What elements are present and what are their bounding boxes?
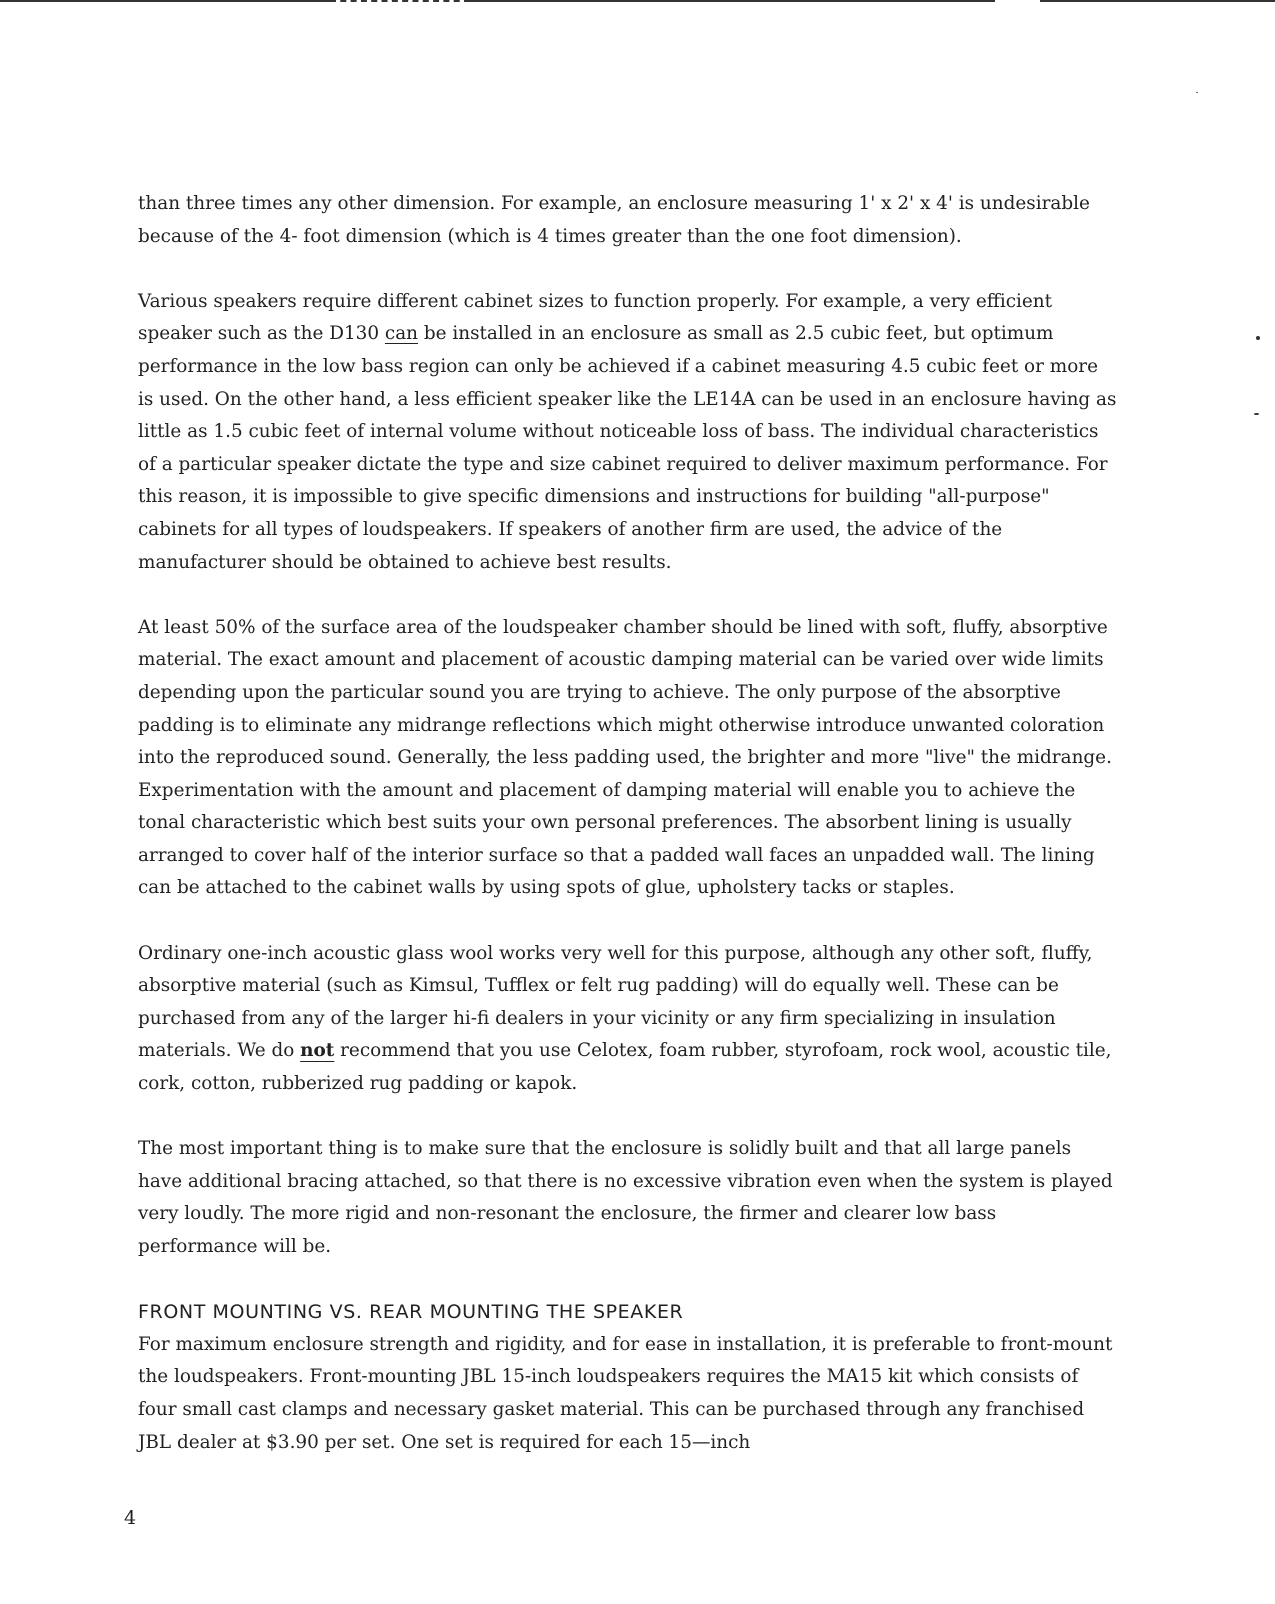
paragraph-text: be installed in an enclosure as small as 2.5 cubic feet, but optimum performance in the low bass region can only be achieved if a cabinet measuring 4.5 cubic feet or more is used. On the other hand, a less efficient speaker like the LE14A can be used in an enclosure having as little as 1.5 cubic feet of internal volume without noticeable loss of bass. The individual characteristics of a particular speaker dictate the type and size cabinet required to deliver maximum performance. For this reason, it is impossible to give specific dimensions and instructions for building "all-purpose" cabinets for all types of loudspeakers. If speakers of another firm are used, the advice of the manufacturer should be obtained to achieve best results. xyxy=(138,323,1117,573)
paragraph-front-mounting: For maximum enclosure strength and rigidity, and for ease in installation, it is preferable to front-mount the loudspeakers. Front-mounting JBL 15-inch loudspeakers requires the MA15 kit which consists of four small cast clamps and necessary gasket material. This can be purchased through any franchised JBL dealer at $3.90 per set. One set is required for each 15—inch xyxy=(138,1333,1113,1453)
paragraph-gap xyxy=(138,1101,1118,1134)
scan-speck xyxy=(1196,92,1198,93)
paragraph-gap xyxy=(138,579,1118,612)
scan-speck xyxy=(1256,336,1260,340)
paragraph-cabinet-sizes xyxy=(138,286,1118,579)
emphasis-bold-not: not xyxy=(300,1040,335,1062)
paragraph-gap xyxy=(138,253,1118,286)
paragraph-absorptive-lining xyxy=(138,612,1118,905)
top-rule-left xyxy=(0,0,330,2)
paragraph-text: Ordinary one-inch acoustic glass wool works very well for this purpose, although any other soft, fluffy, absorptive material (such as Kimsul, Tufflex or felt rug padding) will do equally well. These can be purchased from any of the larger hi-fi dealers in your vicinity or any firm specializing in insulation materials. We do xyxy=(138,942,1093,1062)
top-rule-middle xyxy=(470,0,995,2)
paragraph-dimension-ratio xyxy=(138,188,1118,253)
top-rule-dashed xyxy=(330,0,470,2)
paragraph-text: At least 50% of the surface area of the loudspeaker chamber should be lined with soft, fluffy, absorptive material. The exact amount and placement of acoustic damping material can be varied over wide limits depending upon the particular sound you are trying to achieve. The only purpose of the absorptive padding is to eliminate any midrange reflections which might otherwise introduce unwanted coloration into the reproduced sound. Generally, the less padding used, the brighter and more "live" the midrange. Experimentation with the amount and placement of damping material will enable you to achieve the tonal characteristic which best suits your own personal preferences. The absorbent lining is usually arranged to cover half of the interior surface so that a padded wall faces an unpadded wall. The lining can be attached to the cabinet walls by using spots of glue, upholstery tacks or staples. xyxy=(138,616,1112,899)
paragraph-gap xyxy=(138,905,1118,938)
paragraph-text: recommend that you use Celotex, foam rubber, styrofoam, rock wool, acoustic tile, cork, cotton, rubberized rug padding or kapok. xyxy=(138,1040,1112,1095)
top-rule-right xyxy=(1040,0,1275,2)
emphasis-underlined-can: can xyxy=(384,323,419,345)
paragraph-glass-wool xyxy=(138,938,1118,1101)
section-heading: FRONT MOUNTING VS. REAR MOUNTING THE SPEAKER xyxy=(138,1301,684,1324)
paragraph-text: than three times any other dimension. For example, an enclosure measuring 1' x 2' x 4' is undesirable because of the 4- foot dimension (which is 4 times greater than the one foot dimension). xyxy=(138,193,1090,247)
paragraph-bracing xyxy=(138,1133,1118,1263)
page-body xyxy=(138,188,1118,1459)
paragraph-text: Various speakers require different cabinet sizes to function properly. For example, a very efficient speaker such as the D130 xyxy=(138,290,1053,345)
paragraph-text: The most important thing is to make sure that the enclosure is solidly built and that all large panels have additional bracing attached, so that there is no excessive vibration even when the system is played very loudly. The more rigid and non-resonant the enclosure, the firmer and clearer low bass performance will be. xyxy=(138,1138,1113,1257)
scan-speck xyxy=(1254,413,1259,415)
paragraph-gap xyxy=(138,1264,1118,1297)
page-number: 4 xyxy=(124,1507,137,1529)
